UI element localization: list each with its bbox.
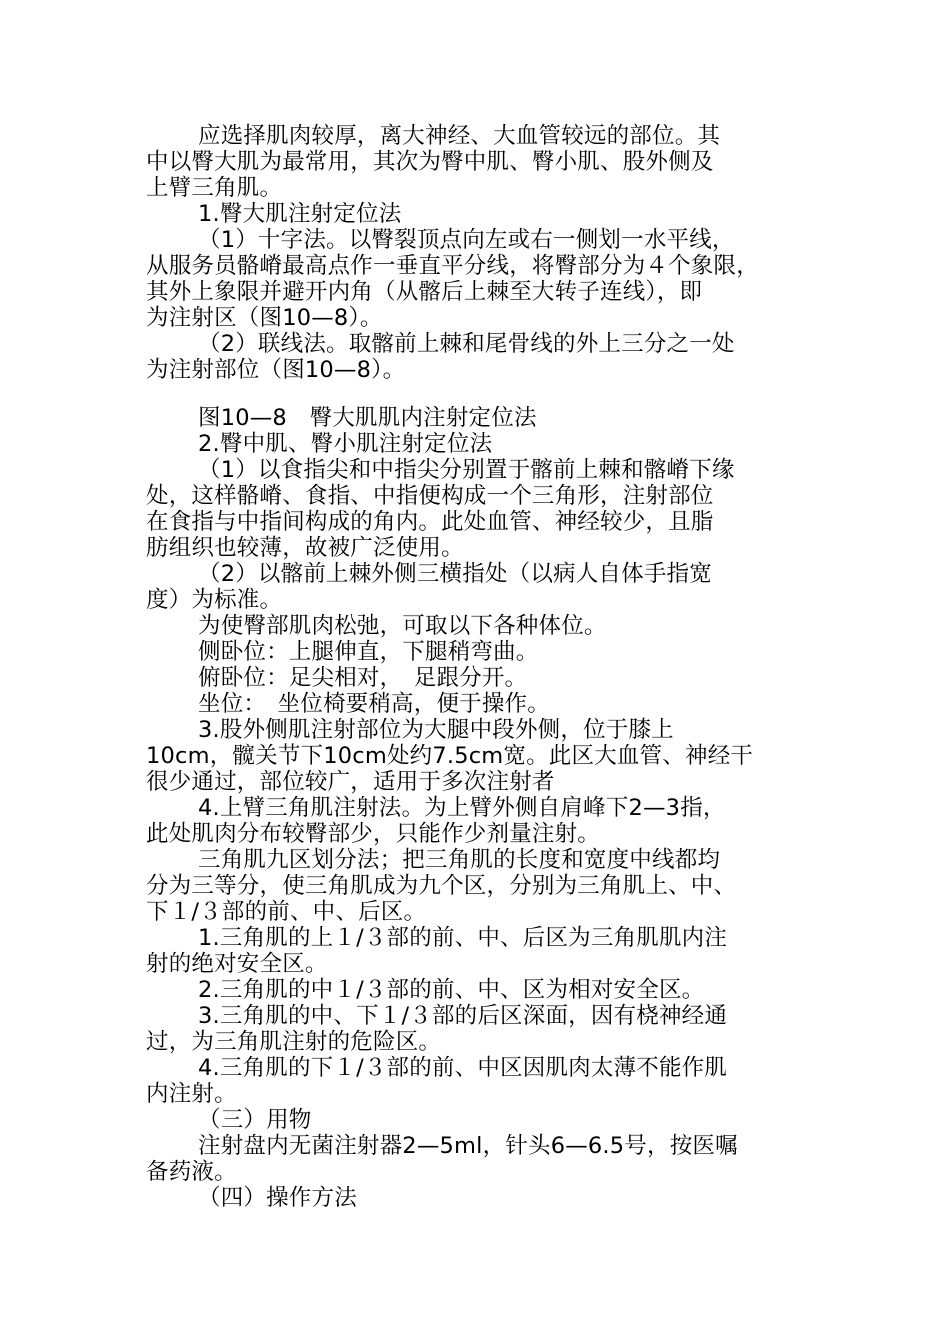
text-line: （2）以髂前上棘外侧三横指处（以病人自体手指宽	[198, 561, 712, 587]
text-line: 分为三等分，使三角肌成为九个区，分别为三角肌上、中、	[146, 873, 737, 899]
text-line: 很少通过，部位较广，适用于多次注射者	[146, 769, 555, 795]
text-line: 内注射。	[146, 1081, 237, 1107]
text-line: 10cm，髋关节下10cm处约7.5cm宽。此区大血管、神经干	[146, 743, 754, 769]
text-line: 1.三角肌的上１/３部的前、中、后区为三角肌肌内注	[198, 925, 728, 951]
section-heading: 2.臀中肌、臀小肌注射定位法	[198, 431, 493, 457]
text-line: （1）以食指尖和中指尖分别置于髂前上棘和髂嵴下缘	[198, 457, 735, 483]
text-line: 俯卧位：足尖相对， 足跟分开。	[198, 665, 528, 691]
text-line: 2.三角肌的中１/３部的前、中、区为相对安全区。	[198, 977, 705, 1003]
text-line: 3.三角肌的中、下１/３部的后区深面，因有桡神经通	[198, 1003, 728, 1029]
text-line: 肪组织也较薄，故被广泛使用。	[146, 535, 464, 561]
section-heading: （三）用物	[198, 1107, 312, 1133]
text-line: （2）联线法。取髂前上棘和尾骨线的外上三分之一处	[198, 331, 735, 357]
text-line: 此处肌肉分布较臀部少，只能作少剂量注射。	[146, 821, 601, 847]
text-line: 侧卧位：上腿伸直，下腿稍弯曲。	[198, 639, 539, 665]
text-line: 从服务员骼嵴最高点作一垂直平分线，将臀部分为４个象限，	[146, 253, 759, 279]
text-line: 为注射区（图10—8）。	[146, 305, 383, 331]
text-line: 三角肌九区划分法；把三角肌的长度和宽度中线都均	[198, 847, 721, 873]
section-heading: 3.股外侧肌注射部位为大腿中段外侧，位于膝上	[198, 717, 674, 743]
text-line: 其外上象限并避开内角（从髂后上棘至大转子连线），即	[146, 279, 703, 305]
text-line: 在食指与中指间构成的角内。此处血管、神经较少，且脂	[146, 509, 714, 535]
text-line: 为使臀部肌肉松弛，可取以下各种体位。	[198, 613, 607, 639]
text-line: 为注射部位（图10—8）。	[146, 357, 406, 383]
section-heading: 4.上臂三角肌注射法。为上臂外侧自肩峰下2—3指，	[198, 795, 726, 821]
text-line: 过，为三角肌注射的危险区。	[146, 1029, 442, 1055]
text-line: （1）十字法。以臀裂顶点向左或右一侧划一水平线，	[198, 227, 735, 253]
text-line: 上臂三角肌。	[146, 175, 283, 201]
figure-caption: 图10—8 臀大肌肌内注射定位法	[198, 405, 537, 431]
text-line: 4.三角肌的下１/３部的前、中区因肌肉太薄不能作肌	[198, 1055, 728, 1081]
text-line: 坐位： 坐位椅要稍高，便于操作。	[198, 691, 550, 717]
text-line: 应选择肌肉较厚，离大神经、大血管较远的部位。其	[198, 123, 721, 149]
text-line: 注射盘内无菌注射器2—5ml，针头6—6.5号，按医嘱	[198, 1133, 738, 1159]
section-heading: 1.臀大肌注射定位法	[198, 201, 402, 227]
section-heading: （四）操作方法	[198, 1185, 357, 1211]
text-line: 处，这样骼嵴、食指、中指便构成一个三角形，注射部位	[146, 483, 714, 509]
text-line: 射的绝对安全区。	[146, 951, 328, 977]
text-line: 备药液。	[146, 1159, 237, 1185]
text-line: 下１/３部的前、中、后区。	[146, 899, 427, 925]
text-line: 中以臀大肌为最常用，其次为臀中肌、臀小肌、股外侧及	[146, 149, 714, 175]
text-line: 度）为标准。	[146, 587, 283, 613]
